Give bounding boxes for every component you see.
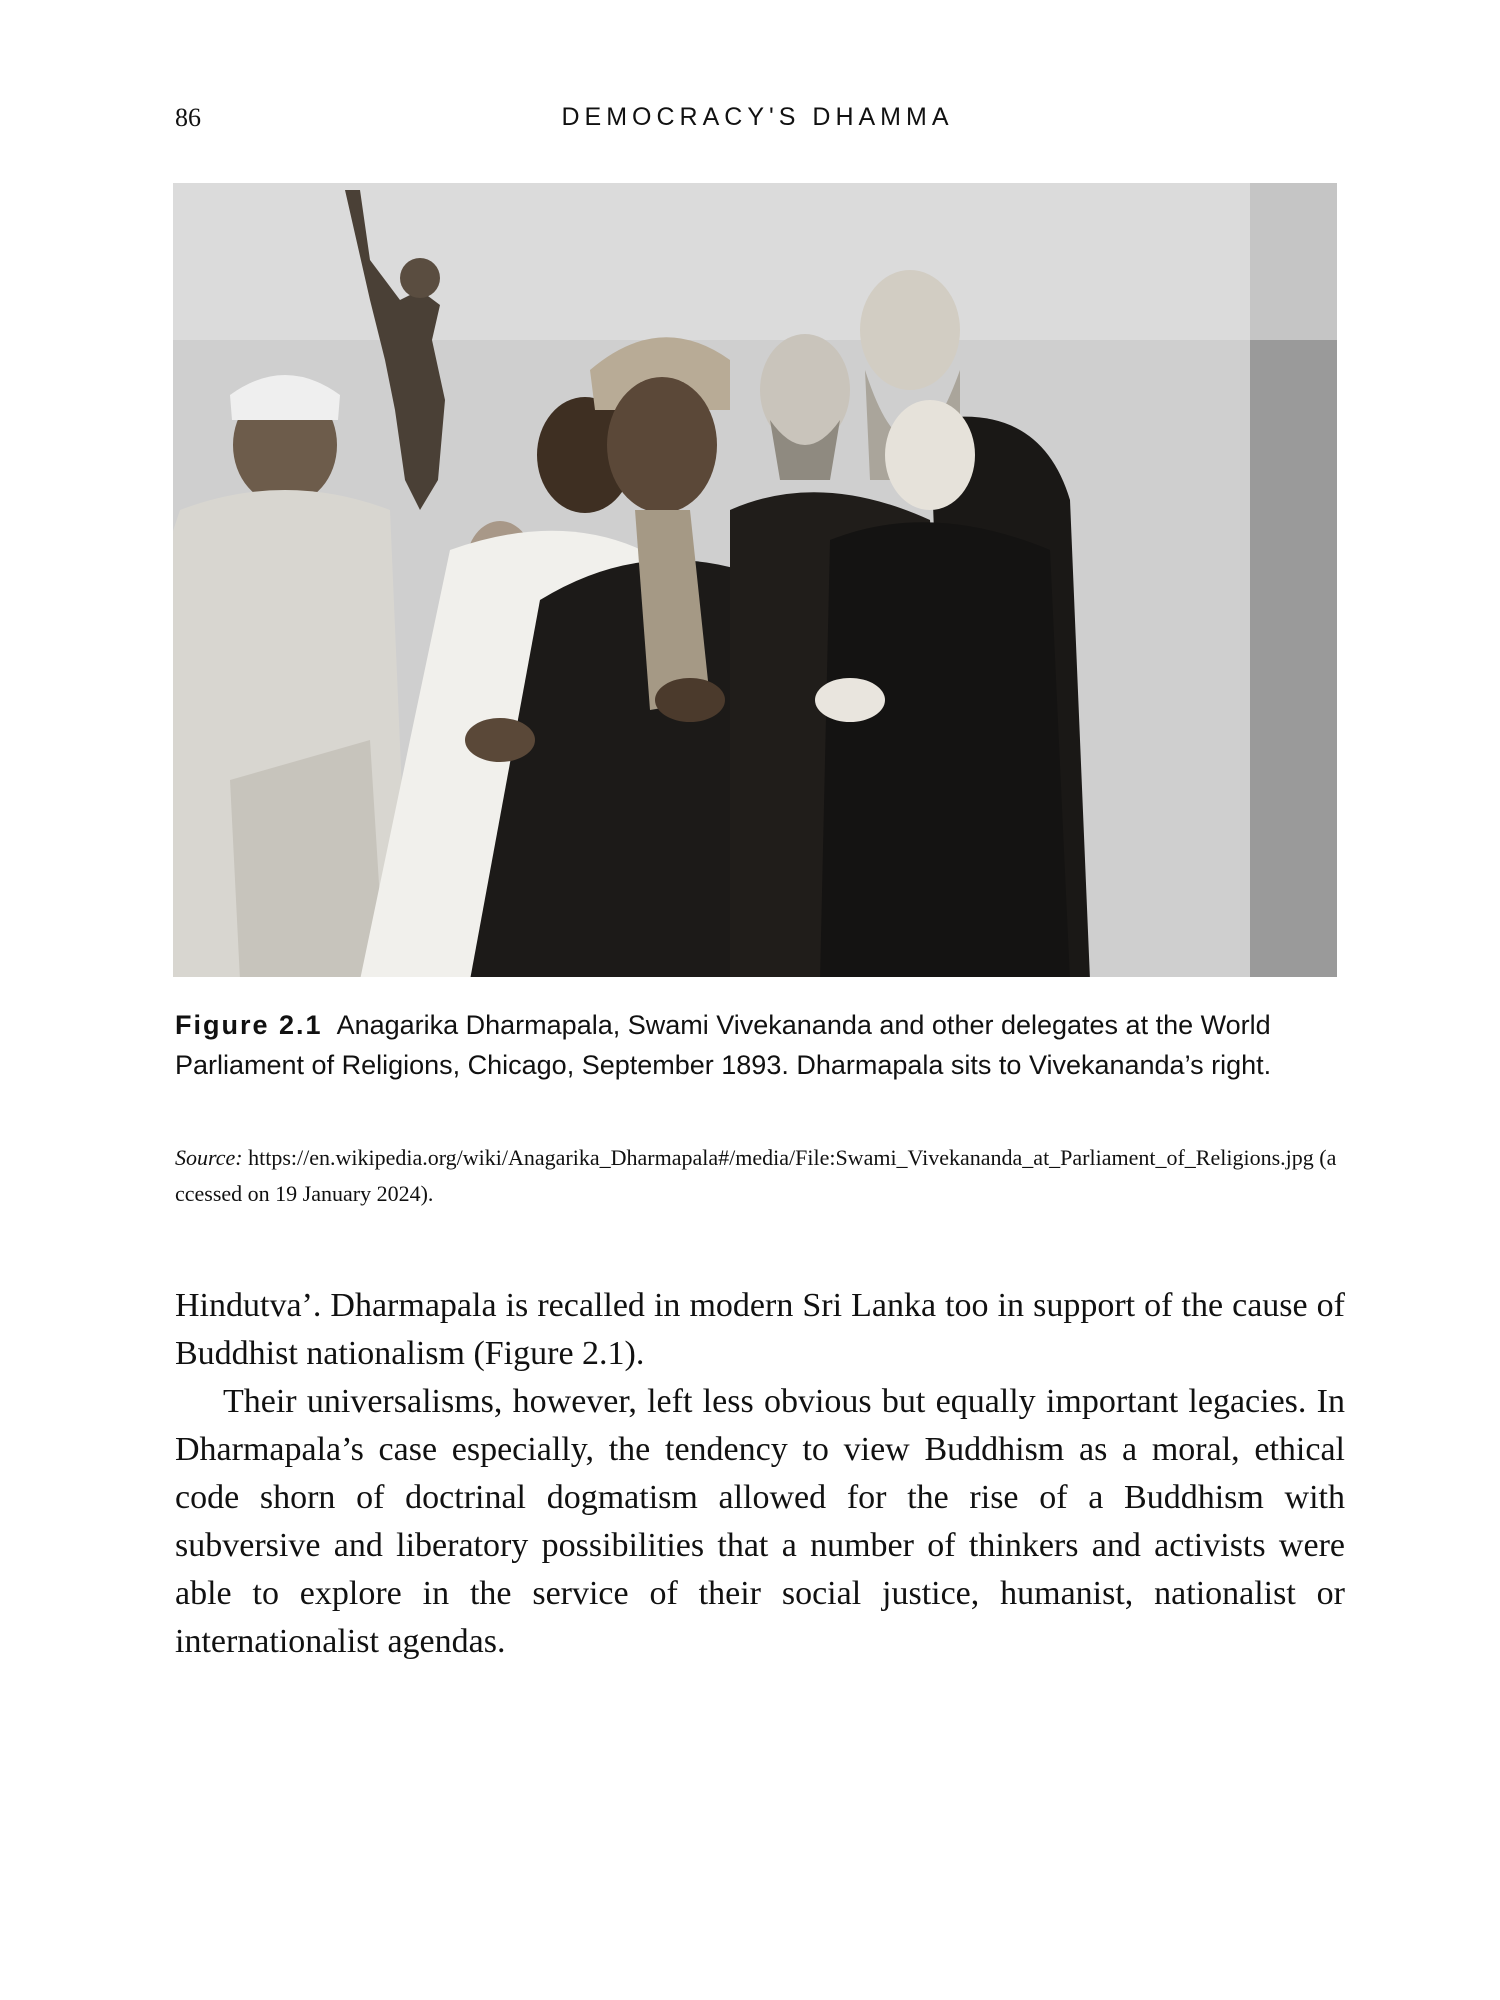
source-link[interactable]: https://en.wikipedia.org/wiki/Anagarika_Dharmapala#/media/File:Swami_Vivekananda_at_Parliament_of_Religions.jpg (accessed on 19 January 2024).: [175, 1145, 1337, 1206]
figure-photo: [170, 180, 1340, 980]
figure-caption: [175, 1005, 1340, 1085]
figure-source: [175, 1140, 1345, 1212]
source-label: Source:: [175, 1145, 243, 1170]
body-text: [175, 1282, 1345, 1666]
historical-group-photo: [170, 180, 1340, 980]
body-paragraph-2: Their universalisms, however, left less obvious but equally important legacies. In Dharmapala’s case especially, the tendency to view Buddhism as a moral, ethical code shorn of doctrinal dogmatism allowed for the rise of a Buddhism with subversive and liberatory possibilities that a number of thinkers and activists were able to explore in the service of their social justice, humanist, nationalist or internationalist agendas.: [175, 1383, 1345, 1660]
running-head: [175, 103, 1340, 143]
figure-caption-text: Anagarika Dharmapala, Swami Vivekananda and other delegates at the World Parliament of Religions, Chicago, September 1893. Dharmapala sits to Vivekananda’s right.: [175, 1010, 1272, 1080]
running-title: DEMOCRACY'S DHAMMA: [561, 103, 954, 131]
body-paragraph-1: Hindutva’. Dharmapala is recalled in modern Sri Lanka too in support of the cause of Buddhist nationalism (Figure 2.1).: [175, 1287, 1345, 1372]
page-number: 86: [175, 103, 201, 132]
figure-label: Figure 2.1: [175, 1010, 323, 1040]
